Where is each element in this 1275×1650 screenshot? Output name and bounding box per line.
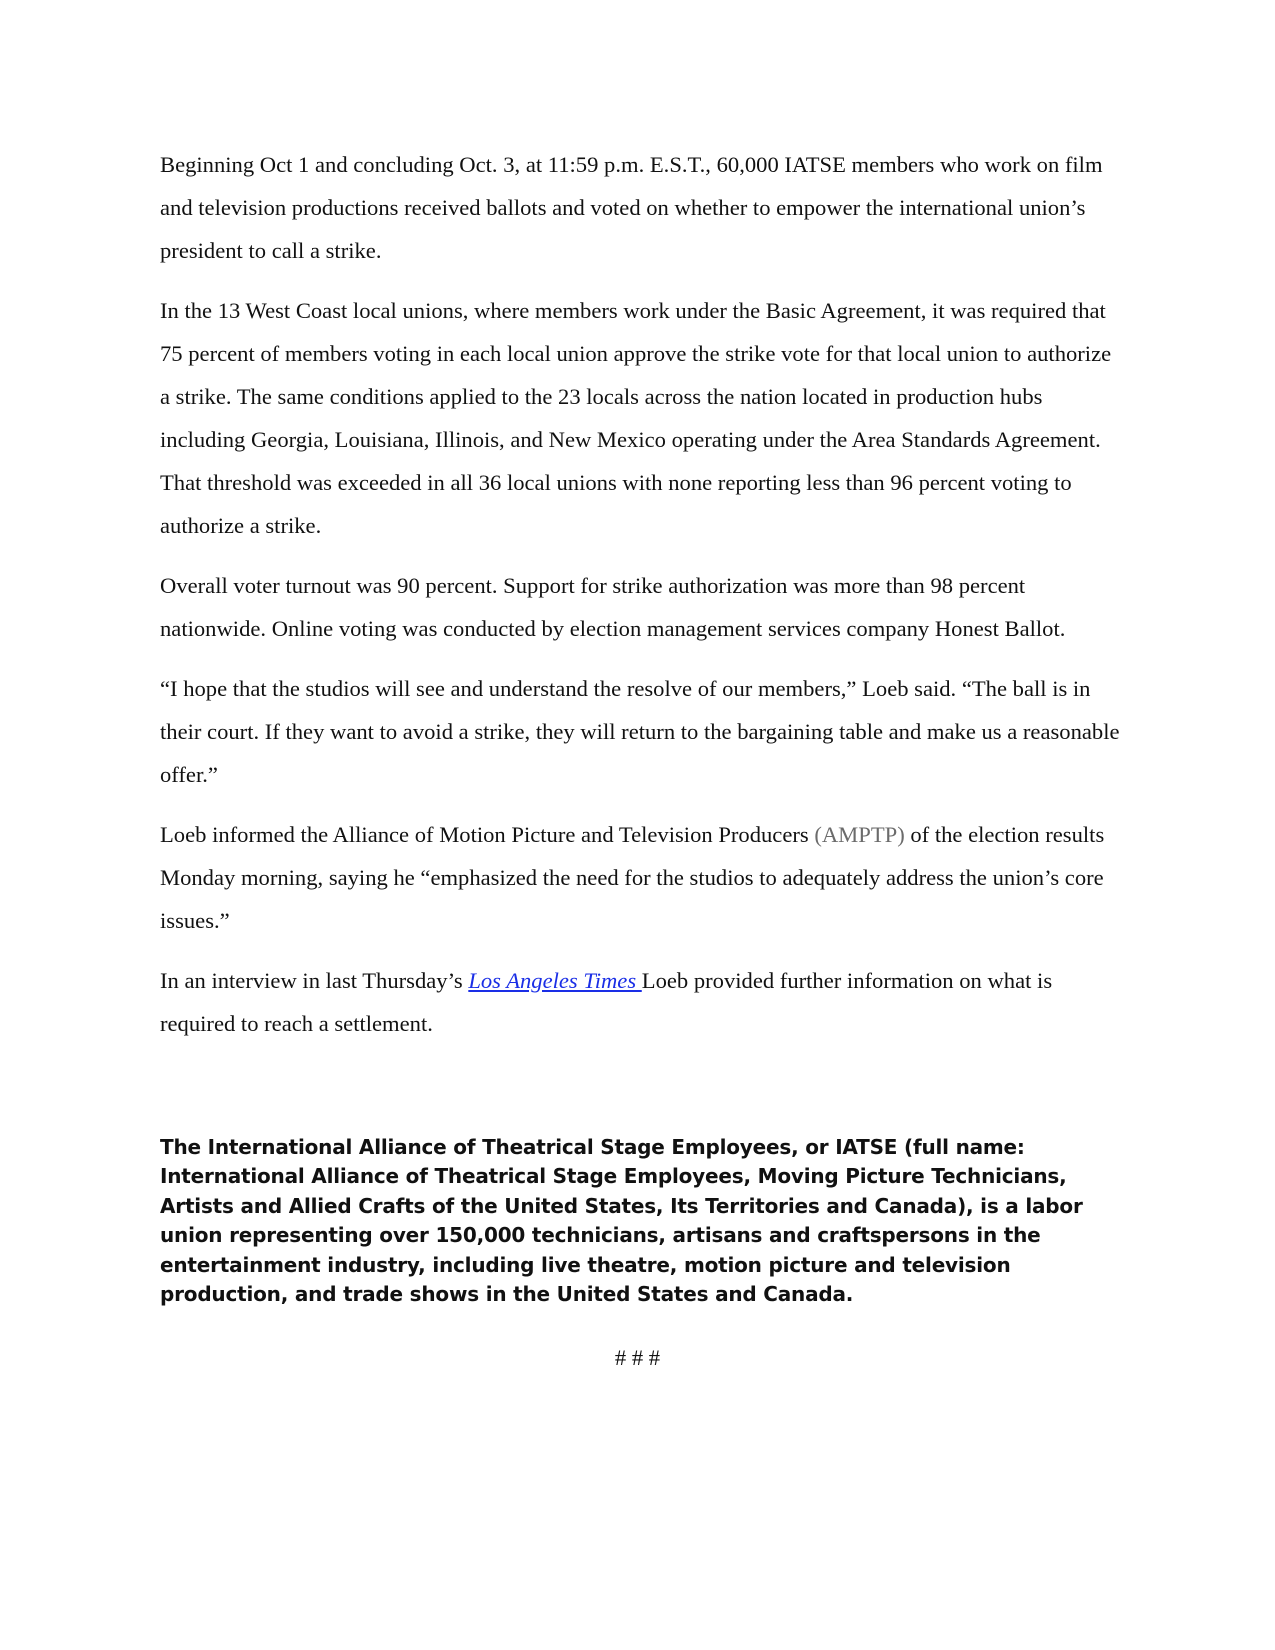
- amptp-text-after: of the election results Monday morning, saying he “emphasized the need for the studios to adequately address the union’s core issues.”: [160, 822, 1105, 933]
- paragraph-loeb-quote: “I hope that the studios will see and understand the resolve of our members,” Loeb said. “The ball is in their court. If they want to avoid a strike, they will return to the bargaining table and make us a reasonable offer.”: [160, 676, 1120, 787]
- la-times-text-before: In an interview in last Thursday’s: [160, 968, 469, 993]
- paragraph-ballots: Beginning Oct 1 and concluding Oct. 3, at 11:59 p.m. E.S.T., 60,000 IATSE members who work on film and television productions received ballots and voted on whether to empower the international union’s president to call a strike.: [160, 152, 1103, 263]
- la-times-link[interactable]: Los Angeles Times: [468, 968, 642, 993]
- article-body: [160, 143, 1120, 1062]
- la-times-text-after: Loeb provided further information on what is required to reach a settlement.: [160, 968, 1053, 1036]
- end-mark: # # #: [614, 1345, 661, 1370]
- paragraph-amptp: [160, 813, 1120, 942]
- amptp-text-before: Loeb informed the Alliance of Motion Picture and Television Producers: [160, 822, 815, 847]
- paragraph-turnout: Overall voter turnout was 90 percent. Support for strike authorization was more than 98 percent nationwide. Online voting was conducted by election management services company Honest Ballot.: [160, 573, 1066, 641]
- paragraph-local-unions: In the 13 West Coast local unions, where members work under the Basic Agreement, it was required that 75 percent of members voting in each local union approve the strike vote for that local union to authorize a strike. The same conditions applied to the 23 locals across the nation located in production hubs including Georgia, Louisiana, Illinois, and New Mexico operating under the Area Standards Agreement. That threshold was exceeded in all 36 local unions with none reporting less than 96 percent voting to authorize a strike.: [160, 298, 1112, 538]
- paragraph-la-times: [160, 959, 1120, 1045]
- amptp-acronym: (AMPTP): [814, 822, 905, 847]
- iatse-boilerplate: The International Alliance of Theatrical Stage Employees, or IATSE (full name: International Alliance of Theatrical Stage Employees, Moving Picture Technicians, Artists and Allied Crafts of the United States, Its Territories and Canada), is a labor union representing over 150,000 technicians, artisans and craftspersons in the entertainment industry, including live theatre, motion picture and television production, and trade shows in the United States and Canada.: [160, 1135, 1083, 1307]
